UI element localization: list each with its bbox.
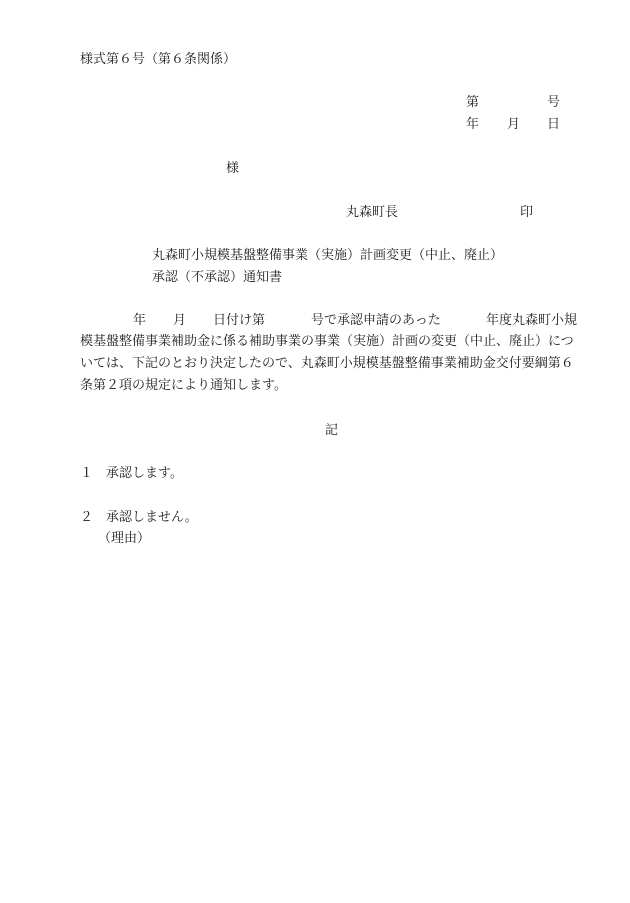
body-month: 月 xyxy=(173,313,187,328)
item-2-text: 承認しません。 xyxy=(106,510,198,525)
form-number: 様式第６号（第６条関係） xyxy=(80,52,237,67)
body-paragraph xyxy=(80,331,580,397)
body-line4: 条第２項の規定により通知します。 xyxy=(80,378,287,393)
document-title-line1: 丸森町小規模基盤整備事業（実施）計画変更（中止、廃止） xyxy=(152,248,504,263)
date-year: 年 xyxy=(466,117,480,132)
date-day: 日 xyxy=(547,117,561,132)
issuer-seal: 印 xyxy=(520,205,534,220)
body-line2: 模基盤整備事業補助金に係る補助事業の事業（実施）計画の変更（中止、廃止）につ xyxy=(80,334,574,349)
body-year: 年 xyxy=(133,313,147,328)
body-number-text: 号で承認申請のあった xyxy=(311,313,441,328)
body-fiscal-text: 年度丸森町小規 xyxy=(486,313,578,328)
document-title-line2: 承認（不承認）通知書 xyxy=(152,270,283,285)
issuer-title: 丸森町長 xyxy=(346,205,399,220)
reason-label: （理由） xyxy=(98,531,151,546)
ki-heading: 記 xyxy=(325,423,339,438)
item-1-text: 承認します。 xyxy=(106,466,183,481)
number-label: 第 xyxy=(466,95,480,110)
body-line3: いては、下記のとおり決定したので、丸森町小規模基盤整備事業補助金交付要綱第６ xyxy=(80,356,574,371)
date-month: 月 xyxy=(507,117,521,132)
recipient-suffix: 様 xyxy=(226,161,240,176)
number-suffix: 号 xyxy=(547,95,561,110)
body-day-number: 日付け第 xyxy=(213,313,266,328)
item-1-number: １ xyxy=(80,466,94,481)
item-2-number: ２ xyxy=(80,510,94,525)
